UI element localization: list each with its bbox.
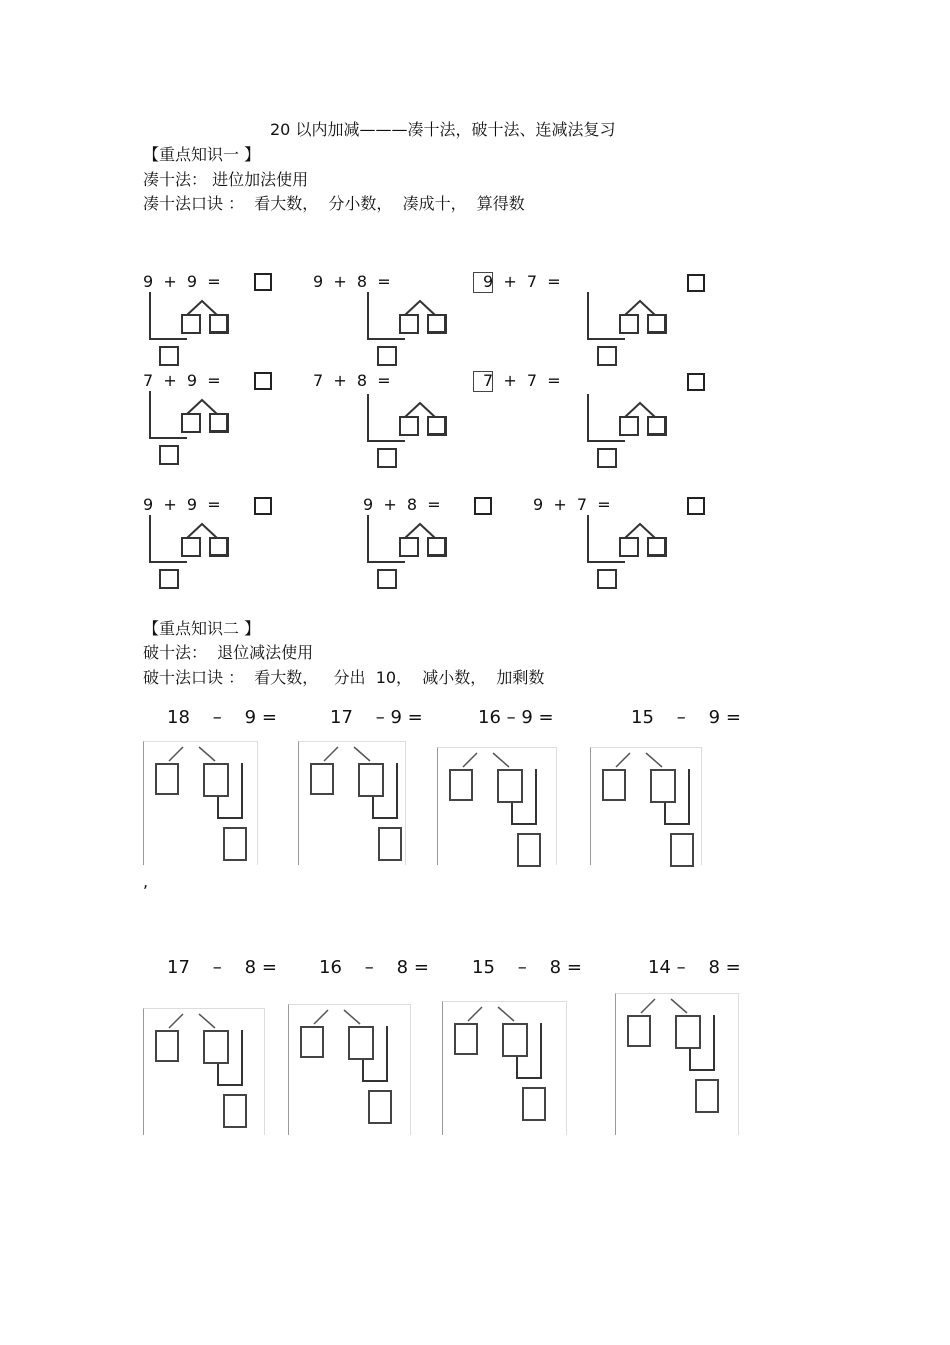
section2-rhyme: 破十法口诀 ： 看大数， 分出 10， 减小数， 加剩数 [143, 668, 545, 687]
part-box[interactable] [627, 1015, 651, 1047]
subtraction-equation: 17 – 9 = [330, 707, 423, 728]
sum-box[interactable] [597, 346, 617, 366]
bracket-line [217, 797, 219, 819]
part-box[interactable] [647, 416, 667, 436]
bracket-line [367, 561, 405, 563]
bracket-line [149, 292, 151, 340]
part-box[interactable] [358, 763, 384, 797]
bracket-line [535, 769, 537, 825]
result-box[interactable] [517, 833, 541, 867]
subtraction-equation: 16 – 8 = [319, 957, 429, 978]
bracket-line [396, 763, 398, 819]
part-box[interactable] [427, 416, 447, 436]
split-lines [610, 751, 690, 771]
bracket-line [587, 292, 589, 340]
bracket-line [367, 440, 405, 442]
part-box[interactable] [155, 763, 179, 795]
bracket-line [241, 763, 243, 819]
bracket-line [688, 769, 690, 825]
split-lines [457, 751, 537, 771]
bracket-line [149, 561, 187, 563]
answer-box[interactable] [254, 497, 272, 515]
sum-box[interactable] [377, 346, 397, 366]
page-title: 20 以内加减———凑十法，破十法、连减法复习 [270, 120, 616, 139]
answer-box[interactable] [254, 372, 272, 390]
result-box[interactable] [223, 1094, 247, 1128]
bracket-line [149, 391, 151, 439]
bracket-line [367, 338, 405, 340]
answer-box[interactable] [687, 274, 705, 292]
part-box[interactable] [650, 769, 676, 803]
sum-box[interactable] [159, 346, 179, 366]
bracket-line [587, 338, 625, 340]
section1-method: 凑十法： 进位加法使用 [143, 170, 309, 189]
addition-equation: 9 + 9 = [143, 272, 221, 291]
bracket-line [664, 823, 690, 825]
answer-box[interactable] [474, 497, 492, 515]
part-box[interactable] [675, 1015, 701, 1049]
bracket-line [713, 1015, 715, 1071]
answer-box[interactable] [254, 273, 272, 291]
section2-heading: 【重点知识二 】 [143, 619, 261, 638]
split-lines [462, 1005, 542, 1025]
result-box[interactable] [695, 1079, 719, 1113]
bracket-line [587, 515, 589, 563]
answer-box[interactable] [687, 373, 705, 391]
section1-heading: 【重点知识一 】 [143, 145, 261, 164]
part-box[interactable] [399, 416, 419, 436]
addition-equation: 7 + 7 = [483, 371, 561, 390]
section2-method: 破十法： 退位减法使用 [143, 643, 314, 662]
part-box[interactable] [209, 413, 229, 433]
split-lines [163, 1012, 243, 1032]
bracket-line [587, 561, 625, 563]
part-box[interactable] [647, 537, 667, 557]
subtraction-equation: 14 – 8 = [648, 957, 741, 978]
bracket-line [516, 1057, 518, 1079]
bracket-line [362, 1080, 388, 1082]
highlight-box [473, 272, 493, 293]
addition-equation: 9 + 7 = [533, 495, 611, 514]
addition-equation: 7 + 9 = [143, 371, 221, 390]
part-box[interactable] [203, 1030, 229, 1064]
bracket-line [540, 1023, 542, 1079]
part-box[interactable] [399, 537, 419, 557]
sum-box[interactable] [159, 445, 179, 465]
bracket-line [362, 1060, 364, 1082]
bracket-line [241, 1030, 243, 1086]
sum-box[interactable] [597, 569, 617, 589]
sum-box[interactable] [377, 448, 397, 468]
part-box[interactable] [203, 763, 229, 797]
addition-equation: 9 + 8 = [363, 495, 441, 514]
bracket-line [149, 515, 151, 563]
part-box[interactable] [647, 314, 667, 334]
section1-rhyme: 凑十法口诀 ： 看大数， 分小数， 凑成十， 算得数 [143, 194, 525, 213]
part-box[interactable] [300, 1026, 324, 1058]
part-box[interactable] [181, 537, 201, 557]
part-box[interactable] [427, 537, 447, 557]
part-box[interactable] [209, 314, 229, 334]
part-box[interactable] [619, 314, 639, 334]
result-box[interactable] [368, 1090, 392, 1124]
addition-equation: 9 + 9 = [143, 495, 221, 514]
bracket-line [587, 440, 625, 442]
stray-mark: , [143, 872, 149, 891]
part-box[interactable] [310, 763, 334, 795]
bracket-line [689, 1069, 715, 1071]
part-box[interactable] [181, 314, 201, 334]
sum-box[interactable] [377, 569, 397, 589]
part-box[interactable] [497, 769, 523, 803]
bracket-line [511, 803, 513, 825]
subtraction-equation: 16 – 9 = [478, 707, 554, 728]
bracket-line [689, 1049, 691, 1071]
addition-equation: 7 + 8 = [313, 371, 391, 390]
part-box[interactable] [619, 537, 639, 557]
part-box[interactable] [427, 314, 447, 334]
part-box[interactable] [602, 769, 626, 801]
bracket-line [367, 515, 369, 563]
subtraction-equation: 15 – 8 = [472, 957, 582, 978]
bracket-line [149, 338, 187, 340]
result-box[interactable] [223, 827, 247, 861]
part-box[interactable] [155, 1030, 179, 1062]
bracket-line [367, 292, 369, 340]
part-box[interactable] [619, 416, 639, 436]
bracket-line [511, 823, 537, 825]
part-box[interactable] [181, 413, 201, 433]
bracket-line [217, 1084, 243, 1086]
result-box[interactable] [522, 1087, 546, 1121]
split-lines [635, 997, 715, 1017]
bracket-line [217, 1064, 219, 1086]
split-lines [308, 1008, 388, 1028]
bracket-line [217, 817, 243, 819]
part-box[interactable] [209, 537, 229, 557]
bracket-line [386, 1026, 388, 1082]
result-box[interactable] [378, 827, 402, 861]
bracket-line [372, 817, 398, 819]
bracket-line [367, 394, 369, 442]
subtraction-equation: 18 – 9 = [167, 707, 277, 728]
bracket-line [587, 394, 589, 442]
highlight-box [473, 371, 493, 392]
part-box[interactable] [348, 1026, 374, 1060]
part-box[interactable] [502, 1023, 528, 1057]
split-lines [318, 745, 398, 765]
addition-equation: 9 + 7 = [483, 272, 561, 291]
part-box[interactable] [454, 1023, 478, 1055]
bracket-line [516, 1077, 542, 1079]
bracket-line [372, 797, 374, 819]
sum-box[interactable] [159, 569, 179, 589]
part-box[interactable] [449, 769, 473, 801]
answer-box[interactable] [687, 497, 705, 515]
part-box[interactable] [399, 314, 419, 334]
bracket-line [664, 803, 666, 825]
addition-equation: 9 + 8 = [313, 272, 391, 291]
sum-box[interactable] [597, 448, 617, 468]
result-box[interactable] [670, 833, 694, 867]
split-lines [163, 745, 243, 765]
subtraction-equation: 15 – 9 = [631, 707, 741, 728]
subtraction-equation: 17 – 8 = [167, 957, 277, 978]
bracket-line [149, 437, 187, 439]
